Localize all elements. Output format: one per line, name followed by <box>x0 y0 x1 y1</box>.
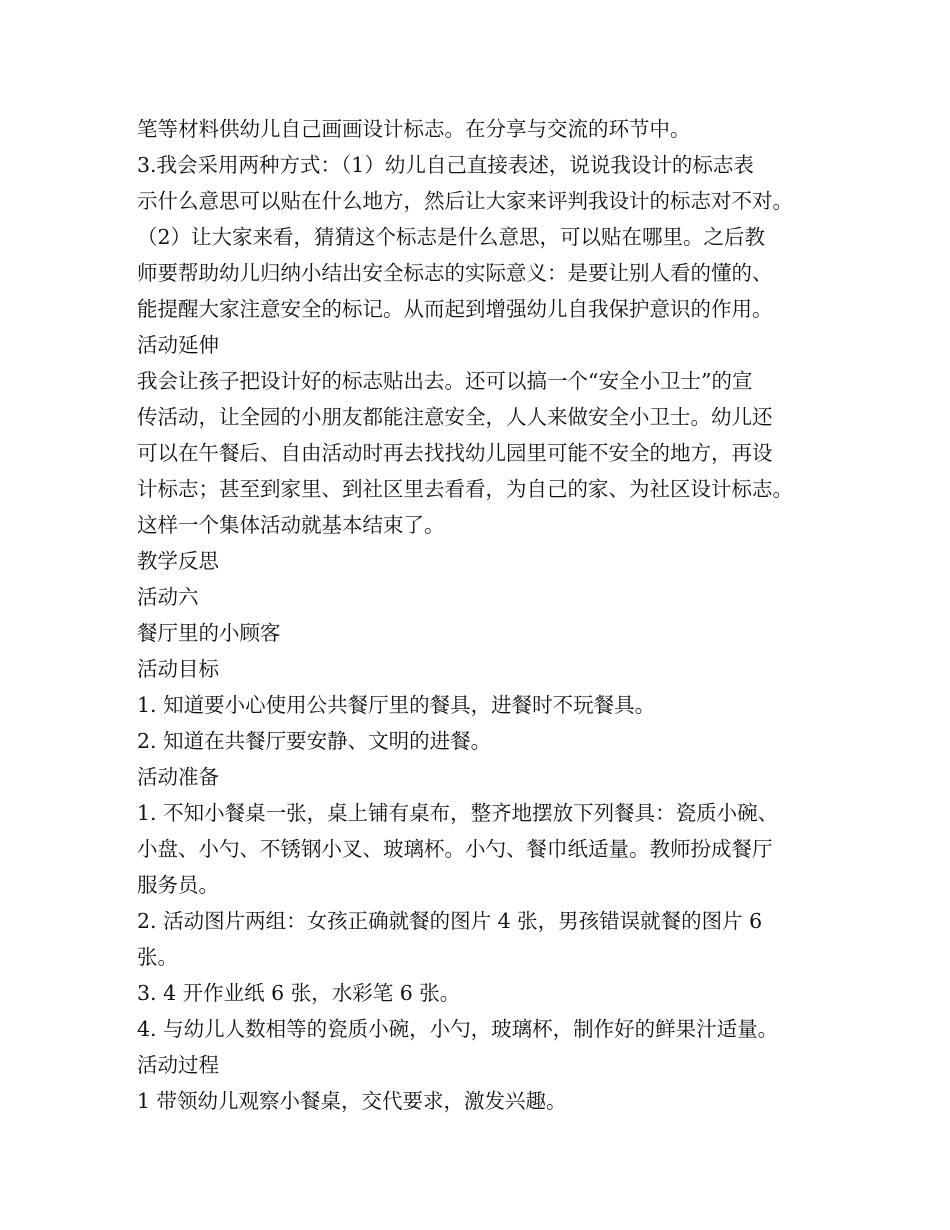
section-heading: 活动目标 <box>137 657 219 681</box>
paragraph-line: 能提醒大家注意安全的标记。从而起到增强幼儿自我保护意识的作用。 <box>137 297 773 321</box>
paragraph-line: （2）让大家来看，猜猜这个标志是什么意思，可以贴在哪里。之后教 <box>137 225 766 249</box>
paragraph-line: 我会让孩子把设计好的标志贴出去。还可以搞一个“安全小卫士”的宣 <box>137 369 753 393</box>
list-item: 1. 知道要小心使用公共餐厅里的餐具，进餐时不玩餐具。 <box>137 693 656 717</box>
paragraph-line: 这样一个集体活动就基本结束了。 <box>137 513 445 537</box>
paragraph-line: 小盘、小勺、不锈钢小叉、玻璃杯。小勺、餐巾纸适量。教师扮成餐厅 <box>137 837 773 861</box>
paragraph-line: 可以在午餐后、自由活动时再去找找幼儿园里可能不安全的地方，再设 <box>137 441 773 465</box>
section-heading: 教学反思 <box>137 549 219 573</box>
paragraph-line: 3.我会采用两种方式：（1）幼儿自己直接表述，说说我设计的标志表 <box>137 153 754 177</box>
paragraph-line: 笔等材料供幼儿自己画画设计标志。在分享与交流的环节中。 <box>137 117 691 141</box>
paragraph-line: 传活动，让全园的小朋友都能注意安全，人人来做安全小卫士。幼儿还 <box>137 405 773 429</box>
list-item: 3. 4 开作业纸 6 张，水彩笔 6 张。 <box>137 981 461 1005</box>
section-heading: 活动延伸 <box>137 333 219 357</box>
list-item: 1. 不知小餐桌一张，桌上铺有桌布，整齐地摆放下列餐具：瓷质小碗、 <box>137 801 779 825</box>
list-item: 1 带领幼儿观察小餐桌，交代要求，激发兴趣。 <box>137 1089 567 1113</box>
document-body <box>137 111 827 1119</box>
list-item: 2. 知道在共餐厅要安静、文明的进餐。 <box>137 729 492 753</box>
section-heading: 活动准备 <box>137 765 219 789</box>
activity-title: 餐厅里的小顾客 <box>137 621 281 645</box>
paragraph-line: 示什么意思可以贴在什么地方，然后让大家来评判我设计的标志对不对。 <box>137 189 793 213</box>
paragraph-line: 张。 <box>137 945 178 969</box>
list-item: 2. 活动图片两组：女孩正确就餐的图片 4 张，男孩错误就餐的图片 6 <box>137 909 763 933</box>
paragraph-line: 计标志；甚至到家里、到社区里去看看，为自己的家、为社区设计标志。 <box>137 477 793 501</box>
paragraph-line: 服务员。 <box>137 873 219 897</box>
section-heading: 活动六 <box>137 585 199 609</box>
section-heading: 活动过程 <box>137 1053 219 1077</box>
list-item: 4. 与幼儿人数相等的瓷质小碗，小勺，玻璃杯，制作好的鲜果汁适量。 <box>137 1017 779 1041</box>
paragraph-line: 师要帮助幼儿归纳小结出安全标志的实际意义：是要让别人看的懂的、 <box>137 261 773 285</box>
